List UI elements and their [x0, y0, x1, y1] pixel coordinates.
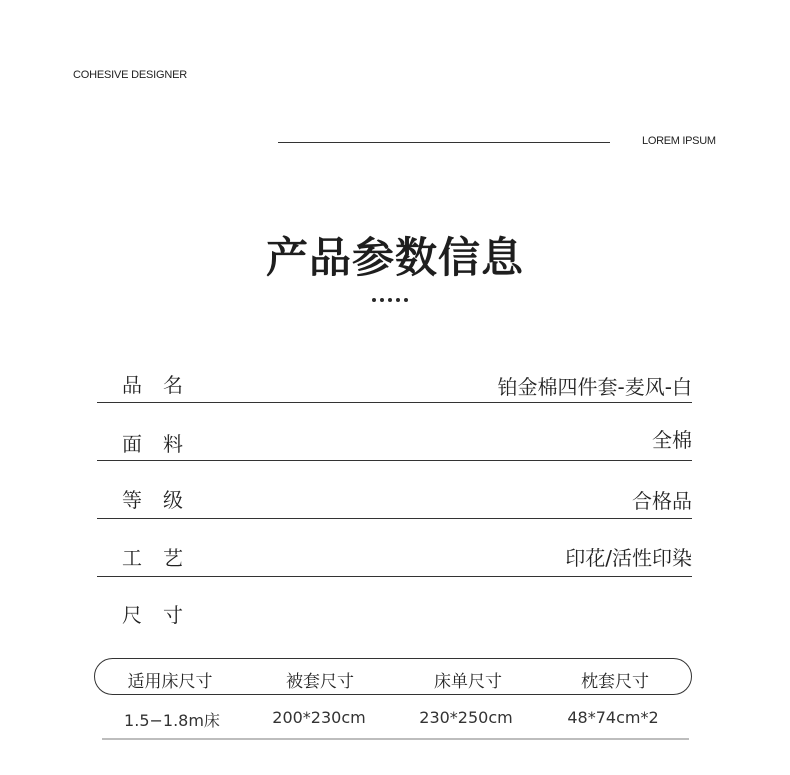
dot	[380, 298, 384, 302]
tagline: LOREM IPSUM	[642, 135, 716, 147]
brand-name: COHESIVE DESIGNER	[73, 69, 187, 81]
spec-value: 全棉	[652, 428, 692, 452]
size-header-pillowcase: 枕套尺寸	[581, 672, 649, 692]
spec-label: 工艺	[122, 546, 204, 570]
spec-label: 尺寸	[122, 603, 204, 627]
size-value-sheet: 230*250cm	[419, 708, 513, 727]
size-value-duvet: 200*230cm	[272, 708, 366, 727]
dot	[388, 298, 392, 302]
spec-label: 等级	[122, 488, 204, 512]
size-header-sheet: 床单尺寸	[434, 672, 502, 692]
size-header-bed: 适用床尺寸	[127, 672, 213, 692]
size-value-pillowcase: 48*74cm*2	[567, 708, 659, 727]
dot	[396, 298, 400, 302]
dot	[372, 298, 376, 302]
spec-value: 铂金棉四件套-麦风-白	[497, 375, 692, 399]
title-dots	[372, 298, 408, 302]
spec-row-craft	[97, 519, 692, 577]
spec-row-fabric	[97, 403, 692, 461]
size-value-bed: 1.5−1.8m床	[124, 711, 220, 730]
page-title: 产品参数信息	[265, 233, 524, 282]
spec-value: 印花/活性印染	[565, 546, 692, 570]
size-table-header	[94, 658, 692, 695]
spec-label: 面料	[122, 432, 204, 456]
spec-label: 品名	[122, 373, 204, 397]
top-divider	[278, 142, 610, 143]
spec-row-grade	[97, 461, 692, 519]
spec-row-size	[97, 577, 692, 627]
spec-value: 合格品	[632, 489, 692, 513]
dot	[404, 298, 408, 302]
spec-row-name	[97, 345, 692, 403]
size-header-duvet: 被套尺寸	[286, 672, 354, 692]
bottom-divider	[102, 738, 689, 740]
